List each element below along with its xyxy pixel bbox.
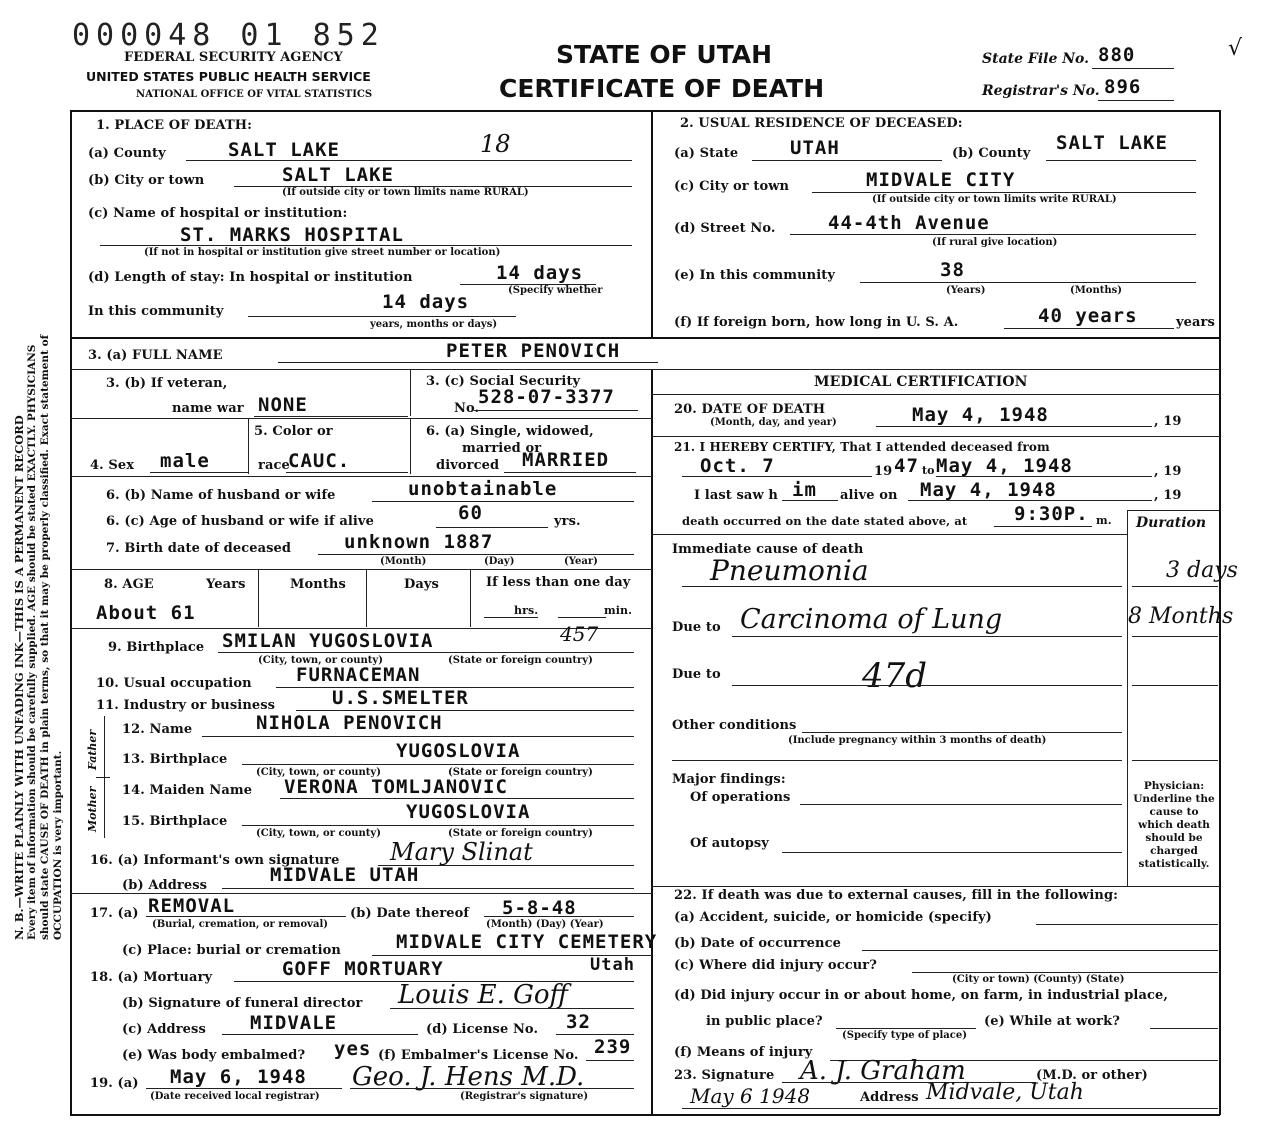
marital-label-3: divorced xyxy=(436,458,500,473)
social-security-number: 528-07-3377 xyxy=(478,386,615,408)
disposition-date-label: (b) Date thereof xyxy=(350,906,470,921)
res-state-label: (a) State xyxy=(674,146,739,161)
accident-label: (a) Accident, suicide, or homicide (specify) xyxy=(674,910,992,925)
where-injury-label: (c) Where did injury occur? xyxy=(674,958,877,973)
signature-label: 23. Signature xyxy=(674,1068,775,1083)
physician-signature: A. J. Graham xyxy=(800,1056,966,1086)
res-city-label: (c) City or town xyxy=(674,179,790,194)
state-title: STATE OF UTAH xyxy=(556,40,773,69)
immediate-cause-label: Immediate cause of death xyxy=(672,542,864,557)
stay-label: (d) Length of stay: In hospital or institution xyxy=(88,270,413,285)
birth-day-note: (Day) xyxy=(484,556,515,567)
certificate-title: CERTIFICATE OF DEATH xyxy=(499,74,825,103)
date-of-death: May 4, 1948 xyxy=(912,404,1049,426)
fd-address-label: (c) Address xyxy=(122,1022,206,1037)
father-state-note: (State or foreign country) xyxy=(448,767,593,778)
birth-month-note: (Month) xyxy=(380,556,427,567)
coder-mark-18: 18 xyxy=(480,130,511,158)
sex: male xyxy=(160,450,210,472)
birthplace-label: 9. Birthplace xyxy=(108,640,205,655)
mother-birthplace: YUGOSLOVIA xyxy=(406,801,531,823)
father-birthplace: YUGOSLOVIA xyxy=(396,740,521,762)
where-injury-note: (City or town) (County) (State) xyxy=(952,974,1125,985)
res-city: MIDVALE CITY xyxy=(866,169,1016,191)
means-of-injury-label: (f) Means of injury xyxy=(674,1045,813,1060)
registrar-signature: Geo. J. Hens M.D. xyxy=(352,1062,585,1092)
attended-from: Oct. 7 xyxy=(700,455,775,477)
marital-label-2: married or xyxy=(462,441,542,456)
agency-line-3: NATIONAL OFFICE OF VITAL STATISTICS xyxy=(136,89,373,100)
md-label: (M.D. or other) xyxy=(1036,1068,1148,1083)
side-note-4: OCCUPATION is very important. xyxy=(52,750,64,940)
disposition-label: 17. (a) xyxy=(90,906,139,921)
due-to-1-duration: 8 Months xyxy=(1128,604,1234,629)
last-saw-him: im xyxy=(792,479,817,501)
disposition-date-note: (Month) (Day) (Year) xyxy=(486,919,604,930)
industry: U.S.SMELTER xyxy=(332,687,469,709)
industry-label: 11. Industry or business xyxy=(96,698,276,713)
license-label: (d) License No. xyxy=(426,1022,539,1037)
last-saw-date: May 4, 1948 xyxy=(920,479,1057,501)
veteran-war-label: name war xyxy=(172,401,244,416)
embalmer-license: 239 xyxy=(594,1036,632,1058)
age-months-label: Months xyxy=(290,577,346,592)
county-label: (a) County xyxy=(88,146,166,161)
spouse-age: 60 xyxy=(458,502,483,524)
public-place-label: in public place? xyxy=(706,1014,823,1029)
while-at-work-label: (e) While at work? xyxy=(984,1014,1120,1029)
spouse-name: unobtainable xyxy=(408,478,558,500)
public-place-note: (Specify type of place) xyxy=(842,1030,967,1041)
death-county: SALT LAKE xyxy=(228,139,340,161)
attended-to-prefix: to xyxy=(922,464,935,477)
social-security-label: 3. (c) Social Security xyxy=(426,374,581,389)
res-months-note: (Months) xyxy=(1070,285,1122,296)
spouse-name-label: 6. (b) Name of husband or wife xyxy=(106,488,336,503)
res-county: SALT LAKE xyxy=(1056,132,1168,154)
birthplace-state-note: (State or foreign country) xyxy=(448,655,593,666)
occurred-label: death occurred on the date stated above, at xyxy=(682,514,968,528)
fd-address: MIDVALE xyxy=(250,1012,338,1034)
state-file-value: 880 xyxy=(1098,44,1136,66)
disposition-note: (Burial, cremation, or removal) xyxy=(152,919,328,930)
stay-hospital-value: 14 days xyxy=(496,262,584,284)
injury-place-label: (d) Did injury occur in or about home, on farm, in industrial place, xyxy=(674,988,1169,1003)
embalmer-license-label: (f) Embalmer's License No. xyxy=(378,1048,579,1063)
time-unit: m. xyxy=(1096,514,1112,527)
autopsy-label: Of autopsy xyxy=(690,836,769,851)
father-name: NIHOLA PENOVICH xyxy=(256,712,443,734)
age: About 61 xyxy=(96,602,196,624)
operations-label: Of operations xyxy=(690,790,791,805)
due-to-1-label: Due to xyxy=(672,620,721,635)
certify-label: 21. I HEREBY CERTIFY, That I attended deceased from xyxy=(674,440,1050,454)
other-conditions-note: (Include pregnancy within 3 months of death) xyxy=(788,735,1047,746)
mortuary-state: Utah xyxy=(590,955,635,975)
side-note-3: should state CAUSE OF DEATH in plain terms, so that it may be properly classified. Exact statement of xyxy=(39,334,51,940)
due-to-2: 47d xyxy=(862,656,928,696)
race: CAUC. xyxy=(288,450,351,472)
res-city-note: (If outside city or town limits write RURAL) xyxy=(872,194,1117,205)
mother-side-label: Mother xyxy=(86,786,99,832)
embalmed-label: (e) Was body embalmed? xyxy=(122,1048,306,1063)
res-state: UTAH xyxy=(790,137,840,159)
serial-number: 000048 01 852 xyxy=(72,18,385,53)
full-name: PETER PENOVICH xyxy=(446,340,621,362)
burial-place: MIDVALE CITY CEMETERY xyxy=(396,931,658,953)
birthplace: SMILAN YUGOSLOVIA xyxy=(222,630,434,652)
date-of-death-label: 20. DATE OF DEATH xyxy=(674,402,826,417)
mortuary-label: 18. (a) Mortuary xyxy=(90,970,213,985)
community-label: In this community xyxy=(88,304,224,319)
hospital-name: ST. MARKS HOSPITAL xyxy=(180,224,404,246)
father-birthplace-label: 13. Birthplace xyxy=(122,752,228,767)
attended-from-year: 47 xyxy=(894,455,919,477)
registrar-signature-note: (Registrar's signature) xyxy=(460,1091,589,1102)
age-less-label: If less than one day xyxy=(486,575,631,590)
time-of-death: 9:30P. xyxy=(1014,503,1089,525)
occupation: FURNACEMAN xyxy=(296,664,421,686)
physician-address-label: Address xyxy=(860,1090,919,1105)
city-label: (b) City or town xyxy=(88,173,205,188)
license-number: 32 xyxy=(566,1011,591,1033)
mortuary: GOFF MORTUARY xyxy=(282,958,444,980)
immediate-cause: Pneumonia xyxy=(710,554,869,587)
attended-from-year-prefix: 19 xyxy=(874,464,893,479)
mother-maiden-name: VERONA TOMLJANOVIC xyxy=(284,776,508,798)
street-label: (d) Street No. xyxy=(674,221,776,236)
social-security-no-label: No. xyxy=(454,401,480,416)
immediate-duration: 3 days xyxy=(1166,558,1238,583)
alive-on-label: alive on xyxy=(840,488,898,503)
spouse-age-unit: yrs. xyxy=(554,514,581,529)
registrar-number-label: Registrar's No. xyxy=(982,83,1100,99)
street-address: 44-4th Avenue xyxy=(828,212,990,234)
foreign-unit: years xyxy=(1176,315,1215,330)
last-saw-suffix: , 19 xyxy=(1154,488,1182,503)
embalmed: yes xyxy=(334,1038,372,1060)
foreign-years: 40 years xyxy=(1038,305,1138,327)
stay-note: (Specify whether xyxy=(508,285,603,296)
full-name-label: 3. (a) FULL NAME xyxy=(88,348,223,363)
due-to-1: Carcinoma of Lung xyxy=(740,604,1003,635)
funeral-director-label: (b) Signature of funeral director xyxy=(122,996,363,1011)
mother-city-note: (City, town, or county) xyxy=(256,828,381,839)
birth-date: unknown 1887 xyxy=(344,531,494,553)
res-county-label: (b) County xyxy=(952,146,1031,161)
registrar-number-value: 896 xyxy=(1104,76,1142,98)
father-name-label: 12. Name xyxy=(122,722,193,737)
disposition-date: 5-8-48 xyxy=(502,897,577,919)
marital-status: MARRIED xyxy=(522,449,610,471)
sex-label: 4. Sex xyxy=(90,458,135,473)
age-label: 8. AGE xyxy=(104,577,154,592)
agency-line-1: FEDERAL SECURITY AGENCY xyxy=(124,50,343,65)
race-label: race xyxy=(258,458,290,473)
physician-address: Midvale, Utah xyxy=(926,1080,1084,1105)
duration-header: Duration xyxy=(1136,515,1207,531)
funeral-director-signature: Louis E. Goff xyxy=(398,980,568,1010)
color-label: 5. Color or xyxy=(254,424,333,439)
place-of-death-title: 1. PLACE OF DEATH: xyxy=(96,118,253,133)
birth-year-note: (Year) xyxy=(564,556,598,567)
foreign-label: (f) If foreign born, how long in U. S. A. xyxy=(674,315,959,330)
mother-birthplace-label: 15. Birthplace xyxy=(122,814,228,829)
veteran-war: NONE xyxy=(258,394,308,416)
minutes-label: min. xyxy=(604,604,633,617)
informant-label: 16. (a) Informant's own signature xyxy=(90,853,340,868)
received-date: May 6, 1948 xyxy=(170,1066,307,1088)
agency-line-2: UNITED STATES PUBLIC HEALTH SERVICE xyxy=(86,69,371,84)
hours-label: hrs. xyxy=(514,604,539,617)
father-city-note: (City, town, or county) xyxy=(256,767,381,778)
res-years-note: (Years) xyxy=(946,285,986,296)
marital-label-1: 6. (a) Single, widowed, xyxy=(426,424,594,439)
due-to-2-label: Due to xyxy=(672,667,721,682)
stay-community-value: 14 days xyxy=(382,291,470,313)
age-years-label: Years xyxy=(206,577,246,592)
residence-title: 2. USUAL RESIDENCE OF DECEASED: xyxy=(680,116,963,131)
physician-note: Physician: Underline the cause to which death should be charged statistically. xyxy=(1133,780,1215,870)
hospital-note: (If not in hospital or institution give street number or location) xyxy=(144,247,501,258)
veteran-label: 3. (b) If veteran, xyxy=(106,376,228,391)
informant-address: MIDVALE UTAH xyxy=(270,864,420,886)
major-findings-label: Major findings: xyxy=(672,772,786,787)
last-saw-label: I last saw h xyxy=(694,488,778,503)
external-causes-label: 22. If death was due to external causes, fill in the following: xyxy=(674,888,1119,903)
mother-state-note: (State or foreign country) xyxy=(448,828,593,839)
medical-certification-title: MEDICAL CERTIFICATION xyxy=(814,374,1028,390)
occurrence-date-label: (b) Date of occurrence xyxy=(674,936,841,951)
attended-to: May 4, 1948 xyxy=(936,455,1073,477)
father-side-label: Father xyxy=(86,729,99,770)
side-note-2: Every item of information should be carefully supplied. AGE should be stated EXACTLY. PHYSICIANS xyxy=(26,344,38,940)
spouse-age-label: 6. (c) Age of husband or wife if alive xyxy=(106,514,374,529)
age-days-label: Days xyxy=(404,577,439,592)
disposition: REMOVAL xyxy=(148,895,236,917)
attended-to-suffix: , 19 xyxy=(1154,464,1182,479)
res-community-label: (e) In this community xyxy=(674,268,835,283)
side-note-1: N. B.—WRITE PLAINLY WITH UNFADING INK—THIS IS A PERMANENT RECORD xyxy=(12,415,26,940)
signature-date: May 6 1948 xyxy=(690,1084,811,1108)
informant-signature: Mary Slinat xyxy=(390,838,533,866)
check-mark: √ xyxy=(1228,36,1243,61)
burial-place-label: (c) Place: burial or cremation xyxy=(122,943,341,958)
state-file-label: State File No. xyxy=(982,51,1090,67)
received-note: (Date received local registrar) xyxy=(150,1091,320,1102)
dod-year-suffix: , 19 xyxy=(1154,414,1182,429)
city-note: (If outside city or town limits name RURAL) xyxy=(282,187,529,198)
death-city: SALT LAKE xyxy=(282,164,394,186)
res-community-years: 38 xyxy=(940,259,965,281)
birthplace-city-note: (City, town, or county) xyxy=(258,655,383,666)
hospital-label: (c) Name of hospital or institution: xyxy=(88,206,348,221)
community-note: years, months or days) xyxy=(370,319,498,330)
street-note: (If rural give location) xyxy=(932,237,1058,248)
informant-address-label: (b) Address xyxy=(122,878,208,893)
mother-name-label: 14. Maiden Name xyxy=(122,783,253,798)
occupation-label: 10. Usual occupation xyxy=(96,676,252,691)
received-label: 19. (a) xyxy=(90,1076,139,1091)
other-conditions-label: Other conditions xyxy=(672,718,797,733)
coder-mark-457: 457 xyxy=(560,622,599,646)
birth-date-label: 7. Birth date of deceased xyxy=(106,541,292,556)
date-of-death-note: (Month, day, and year) xyxy=(710,417,837,428)
